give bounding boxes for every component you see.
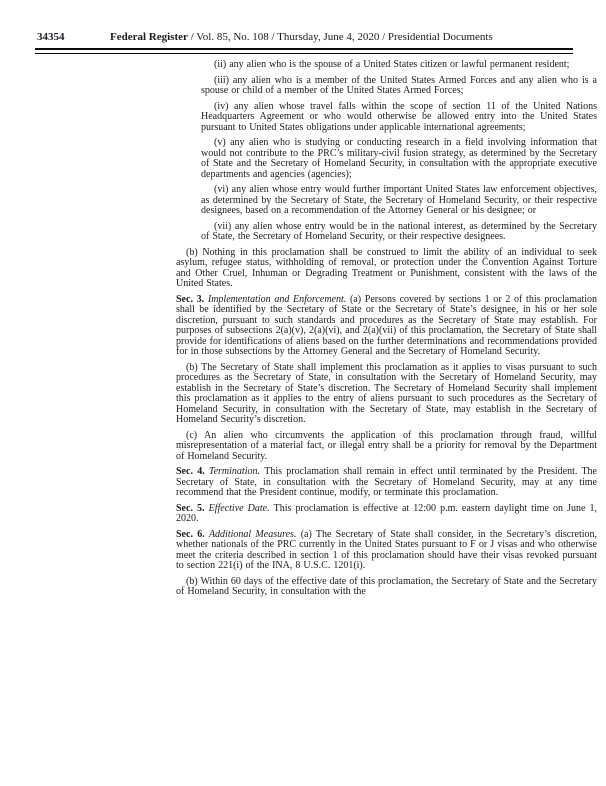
section-title: Additional Measures. [208, 528, 301, 540]
paragraph-item-iv [201, 102, 597, 134]
paragraph-text: (vi) any alien whose entry would further important United States law enforcement objectives, as determined by the Secretary of State, the Secretary of Homeland Security, or their respective designees, based on a recommendation of the Attorney General or his designee; or [201, 184, 597, 216]
paragraph-text: (iii) any alien who is a member of the United States Armed Forces and any alien who is a spouse or child of a member of the United States Armed Forces; [201, 74, 597, 96]
masthead [37, 31, 573, 43]
paragraph-text: (vii) any alien whose entry would be in the national interest, as determined by the Secretary of State, the Secretary of Homeland Security, or their respective designees. [201, 220, 597, 242]
section-text: (a) The Secretary of State shall consider, in the Secretary’s discretion, whether nationals of the PRC currently in the United States pursuant to F or J visas and who otherwise meet the criteria described in section 1 of this proclamation should have their visas revoked pursuant to section 221(i) of the INA, 8 U.S.C. 1201(i). [176, 528, 597, 571]
paragraph-sec-3 [176, 295, 597, 358]
paragraph-sec3-b [176, 363, 597, 426]
section-title: Implementation and Enforcement. [207, 293, 350, 305]
paragraph-item-vii [201, 222, 597, 243]
section-number: Sec. 5. [176, 502, 209, 514]
paragraph-text: (ii) any alien who is the spouse of a United States citizen or lawful permanent resident; [214, 59, 570, 70]
paragraph-sec2-b [176, 248, 597, 290]
paragraph-sec3-c [176, 431, 597, 463]
masthead-rule [35, 48, 573, 54]
section-text: This proclamation shall remain in effect until terminated by the President. The Secretary of State, in consultation with the Secretary of Homeland Security, may at any time recommend that the President continue, modify, or terminate this proclamation. [176, 466, 597, 498]
paragraph-item-v [201, 138, 597, 180]
document-body [176, 60, 597, 603]
paragraph-text: (iv) any alien whose travel falls within the scope of section 11 of the United Nations Headquarters Agreement or who would otherwise be allowed entry into the United States pursuant to United States obligations under applicable international agreements; [201, 100, 597, 133]
section-title: Termination. [208, 466, 265, 477]
page-number: 34354 [37, 31, 65, 43]
paragraph-text: (b) The Secretary of State shall implement this proclamation as it applies to visas pursuant to such procedures as the Secretary of State, in consultation with the Secretary of Homeland Security, may establish in the Secretary of State’s discretion. The Secretary of Homeland Security shall implement this proclamation as it applies to the entry of aliens pursuant to such procedures as the Secretary of Homeland Security, in consultation with the Secretary of State, may establish in the Secretary of Homeland Security’s discretion. [176, 361, 597, 425]
paragraph-sec-6 [176, 530, 597, 572]
section-number: Sec. 6. [176, 528, 209, 540]
paragraph-text: (c) An alien who circumvents the application of this proclamation through fraud, willful misrepresentation of a material fact, or illegal entry shall be a priority for removal by the Department of Homeland Security. [176, 429, 597, 462]
section-title: Effective Date. [208, 502, 274, 514]
masthead-title: Federal Register [110, 31, 188, 43]
paragraph-sec-4 [176, 467, 597, 499]
paragraph-item-vi [201, 185, 597, 217]
paragraph-item-iii [201, 76, 597, 97]
masthead-citation: / Vol. 85, No. 108 / Thursday, June 4, 2020 / Presidential Documents [187, 31, 493, 43]
section-number: Sec. 3. [176, 293, 208, 305]
paragraph-text: (v) any alien who is studying or conducting research in a field involving information that would not contribute to the PRC’s military-civil fusion strategy, as determined by the Secretary of State and the Secretary of Homeland Security, in consultation with the appropriate executive departments and agencies (agencies); [201, 137, 597, 180]
paragraph-text: (b) Within 60 days of the effective date of this proclamation, the Secretary of State and the Secretary of Homeland Security, in consultation with the [176, 575, 597, 597]
paragraph-item-ii [201, 60, 597, 71]
paragraph-sec6-b [176, 577, 597, 598]
paragraph-text: (b) Nothing in this proclamation shall be construed to limit the ability of an individual to seek asylum, refugee status, withholding of removal, or protection under the Convention Against Torture and Other Cruel, Inhuman or Degrading Treatment or Punishment, consistent with the laws of the United States. [176, 246, 597, 289]
section-text: This proclamation is effective at 12:00 p.m. eastern daylight time on June 1, 2020. [176, 502, 597, 524]
section-text: (a) Persons covered by sections 1 or 2 of this proclamation shall be identified by the Secretary of State or the Secretary of State’s designee, in his or her sole discretion, pursuant to such standards and procedures as the Secretary of State may establish. For purposes of subsections 2(a)(v), 2(a)(vi), and 2(a)(vii) of this proclamation, the Secretary of State shall provide for identifications of aliens based on the further determinations and recommendations provided for in those subsections by the Attorney General and the Secretary of Homeland Security. [176, 293, 597, 357]
section-number: Sec. 4. [176, 466, 209, 477]
paragraph-sec-5 [176, 504, 597, 525]
